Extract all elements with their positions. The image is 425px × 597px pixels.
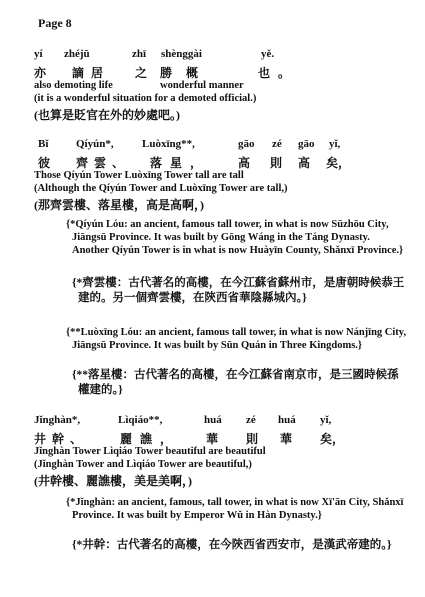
hanzi-word: 謫居	[72, 66, 111, 80]
pinyin-word: zhéjū	[64, 48, 90, 60]
hanzi-word: 井幹、	[34, 432, 89, 446]
hanzi-word: 高	[238, 156, 251, 170]
english-gloss: Those Qíyún Tower Luòxīng Tower tall are tall	[34, 170, 244, 181]
chinese-paraphrase: (也算是貶官在外的妙處吧。)	[34, 108, 180, 122]
pinyin-word: yǐ,	[320, 414, 332, 426]
pinyin-word: Bǐ	[38, 138, 49, 150]
footnote-chinese: {**落星樓：古代著名的高樓，在今江蘇省南京市，是三國時候孫權建的。}	[72, 369, 399, 396]
pinyin-word: huá	[278, 414, 296, 426]
pinyin-word: zé	[246, 414, 256, 426]
english-gloss: Jǐnghàn Tower Lìqiáo Tower beautiful are beautiful	[34, 446, 266, 457]
hanzi-word: 高	[298, 156, 311, 170]
footnote-chinese: {*井幹：古代著名的高樓，在今陝西省西安市，是漢武帝建的。}	[72, 539, 392, 551]
pinyin-word: Qíyún*,	[76, 138, 114, 150]
hanzi-word: 也。	[258, 66, 299, 80]
pinyin-word: huá	[204, 414, 222, 426]
pinyin-word: Lìqiáo**,	[118, 414, 163, 426]
hanzi-word: 則	[246, 432, 259, 446]
footnote-text: {**Luòxīng Lóu: an ancient, famous tall tower, in what is now Nánjīng City, Jiāngsū Province. It was built by Sūn Quán in Three Kingdoms.}	[66, 327, 407, 351]
hanzi-word: 則	[270, 156, 283, 170]
pinyin-word: yí	[34, 48, 43, 60]
hanzi-word: 落星，	[150, 156, 211, 170]
hanzi-word: 亦	[34, 66, 47, 80]
hanzi-word: 矣，	[320, 432, 345, 446]
hanzi-word: 麗譙，	[120, 432, 181, 446]
pinyin-word: gāo	[298, 138, 315, 150]
footnote-text: {*Jǐnghàn: an ancient, famous, tall tower, in what is now Xī'ān City, Shǎnxī Province. It was built by Emperor Wǔ in Hàn Dynasty.}	[66, 497, 404, 521]
pinyin-word: gāo	[238, 138, 255, 150]
hanzi-word: 彼	[38, 156, 51, 170]
hanzi-word: 華	[206, 432, 219, 446]
pinyin-word: zhī	[132, 48, 147, 60]
hanzi-word: 矣，	[326, 156, 351, 170]
chinese-paraphrase: (那齊雲樓、落星樓，高是高啊，)	[34, 198, 204, 212]
footnote-chinese: {*齊雲樓：古代著名的高樓，在今江蘇省蘇州市，是唐朝時候恭王建的。另一個齊雲樓，在陝西省華陰縣城內。}	[72, 277, 405, 304]
hanzi-word: 齊雲、	[76, 156, 131, 170]
english-gloss: wonderful manner	[160, 80, 244, 91]
pinyin-word: yǐ,	[329, 138, 341, 150]
english-gloss: also demoting life	[34, 80, 113, 91]
hanzi-word: 之	[135, 66, 148, 80]
footnote-text: {*Qíyún Lóu: an ancient, famous tall tower, in what is now Sūzhōu City, Jiāngsū Province. It was built by Gōng Wáng in the Táng Dynasty. Another Qíyún Tower is in what is now Huàyīn County, Shǎnxī Province.}	[66, 219, 404, 256]
hanzi-word: 勝概	[160, 66, 213, 80]
chinese-paraphrase: (井幹樓、麗譙樓，美是美啊，)	[34, 474, 192, 488]
pinyin-word: zé	[272, 138, 282, 150]
english-paraphrase: (Although the Qíyún Tower and Luòxīng Tower are tall,)	[34, 183, 288, 194]
page-title: Page 8	[38, 16, 72, 30]
pinyin-word: Jǐnghàn*,	[34, 414, 81, 426]
hanzi-word: 華	[280, 432, 293, 446]
english-paraphrase: (Jǐnghàn Tower and Lìqiáo Tower are beautiful,)	[34, 459, 252, 470]
pinyin-word: Luòxīng**,	[142, 138, 195, 150]
pinyin-word: yě.	[261, 48, 275, 60]
pinyin-word: shènggài	[161, 48, 202, 60]
english-paraphrase: (it is a wonderful situation for a demoted official.)	[34, 93, 257, 104]
